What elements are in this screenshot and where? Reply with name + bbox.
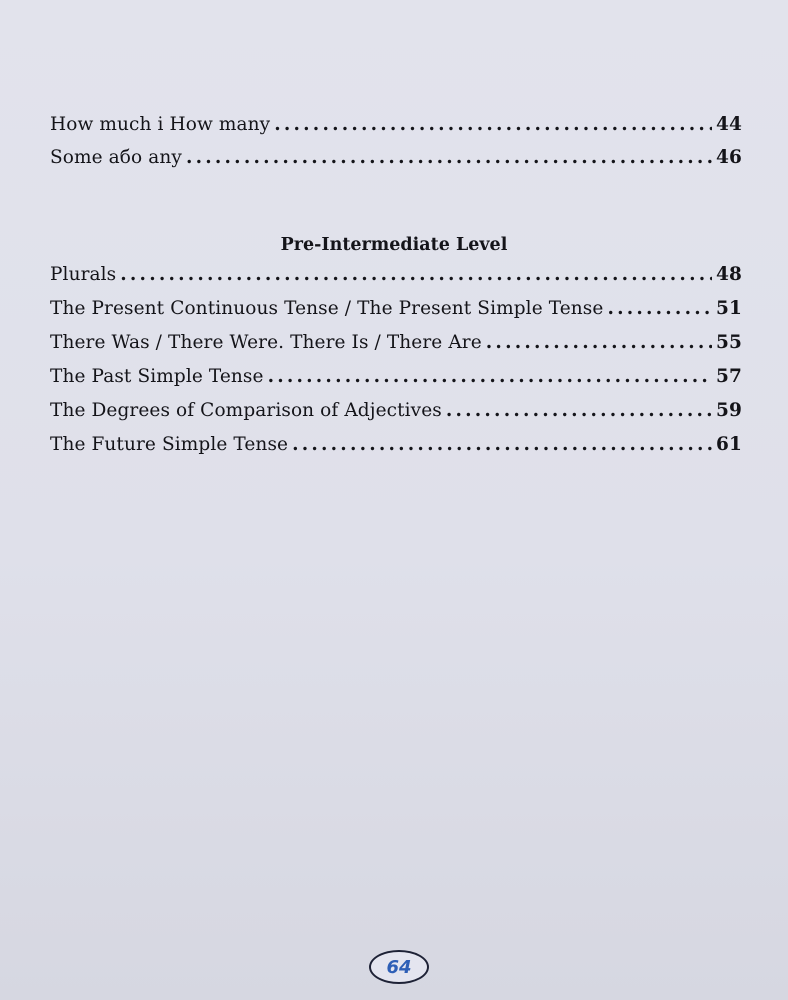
- dot-leader: [268, 366, 712, 387]
- page-number-badge: [369, 950, 429, 984]
- dot-leader: [607, 298, 712, 319]
- toc-entry-page: 57: [716, 366, 742, 387]
- toc-entry-page: 59: [716, 400, 742, 421]
- toc-entry[interactable]: [50, 147, 742, 177]
- toc-entry[interactable]: [50, 332, 742, 362]
- toc-entry[interactable]: [50, 434, 742, 464]
- toc-entry[interactable]: [50, 366, 742, 396]
- toc-entry[interactable]: [50, 298, 742, 328]
- dot-leader: [186, 147, 712, 168]
- toc-entry-title: The Future Simple Tense: [50, 434, 289, 455]
- toc-entry-title: There Was / There Were. There Is / There Are: [50, 332, 482, 353]
- toc-entry-page: 61: [716, 434, 742, 455]
- dot-leader: [120, 264, 712, 285]
- toc-entry-title: Plurals: [50, 264, 117, 285]
- toc-entry-page: 44: [716, 114, 742, 135]
- section-heading: Pre-Intermediate Level: [280, 235, 508, 255]
- toc-entry[interactable]: [50, 114, 742, 144]
- toc-entry-title: The Past Simple Tense: [50, 366, 264, 387]
- toc-entry-page: 51: [716, 298, 742, 319]
- page-number: 64: [386, 956, 412, 978]
- toc-entry-title: How much і How many: [50, 114, 271, 135]
- dot-leader: [292, 434, 712, 455]
- toc-entry-title: The Present Continuous Tense / The Present Simple Tense: [50, 298, 604, 319]
- toc-entry[interactable]: [50, 264, 742, 294]
- toc-entry-title: The Degrees of Comparison of Adjectives: [50, 400, 442, 421]
- dot-leader: [486, 332, 712, 353]
- toc-entry[interactable]: [50, 400, 742, 430]
- dot-leader: [274, 114, 712, 135]
- toc-entry-page: 48: [716, 264, 742, 285]
- toc-entry-page: 46: [716, 147, 742, 168]
- toc-entry-page: 55: [716, 332, 742, 353]
- toc-entry-title: Some або any: [50, 147, 182, 168]
- dot-leader: [446, 400, 712, 421]
